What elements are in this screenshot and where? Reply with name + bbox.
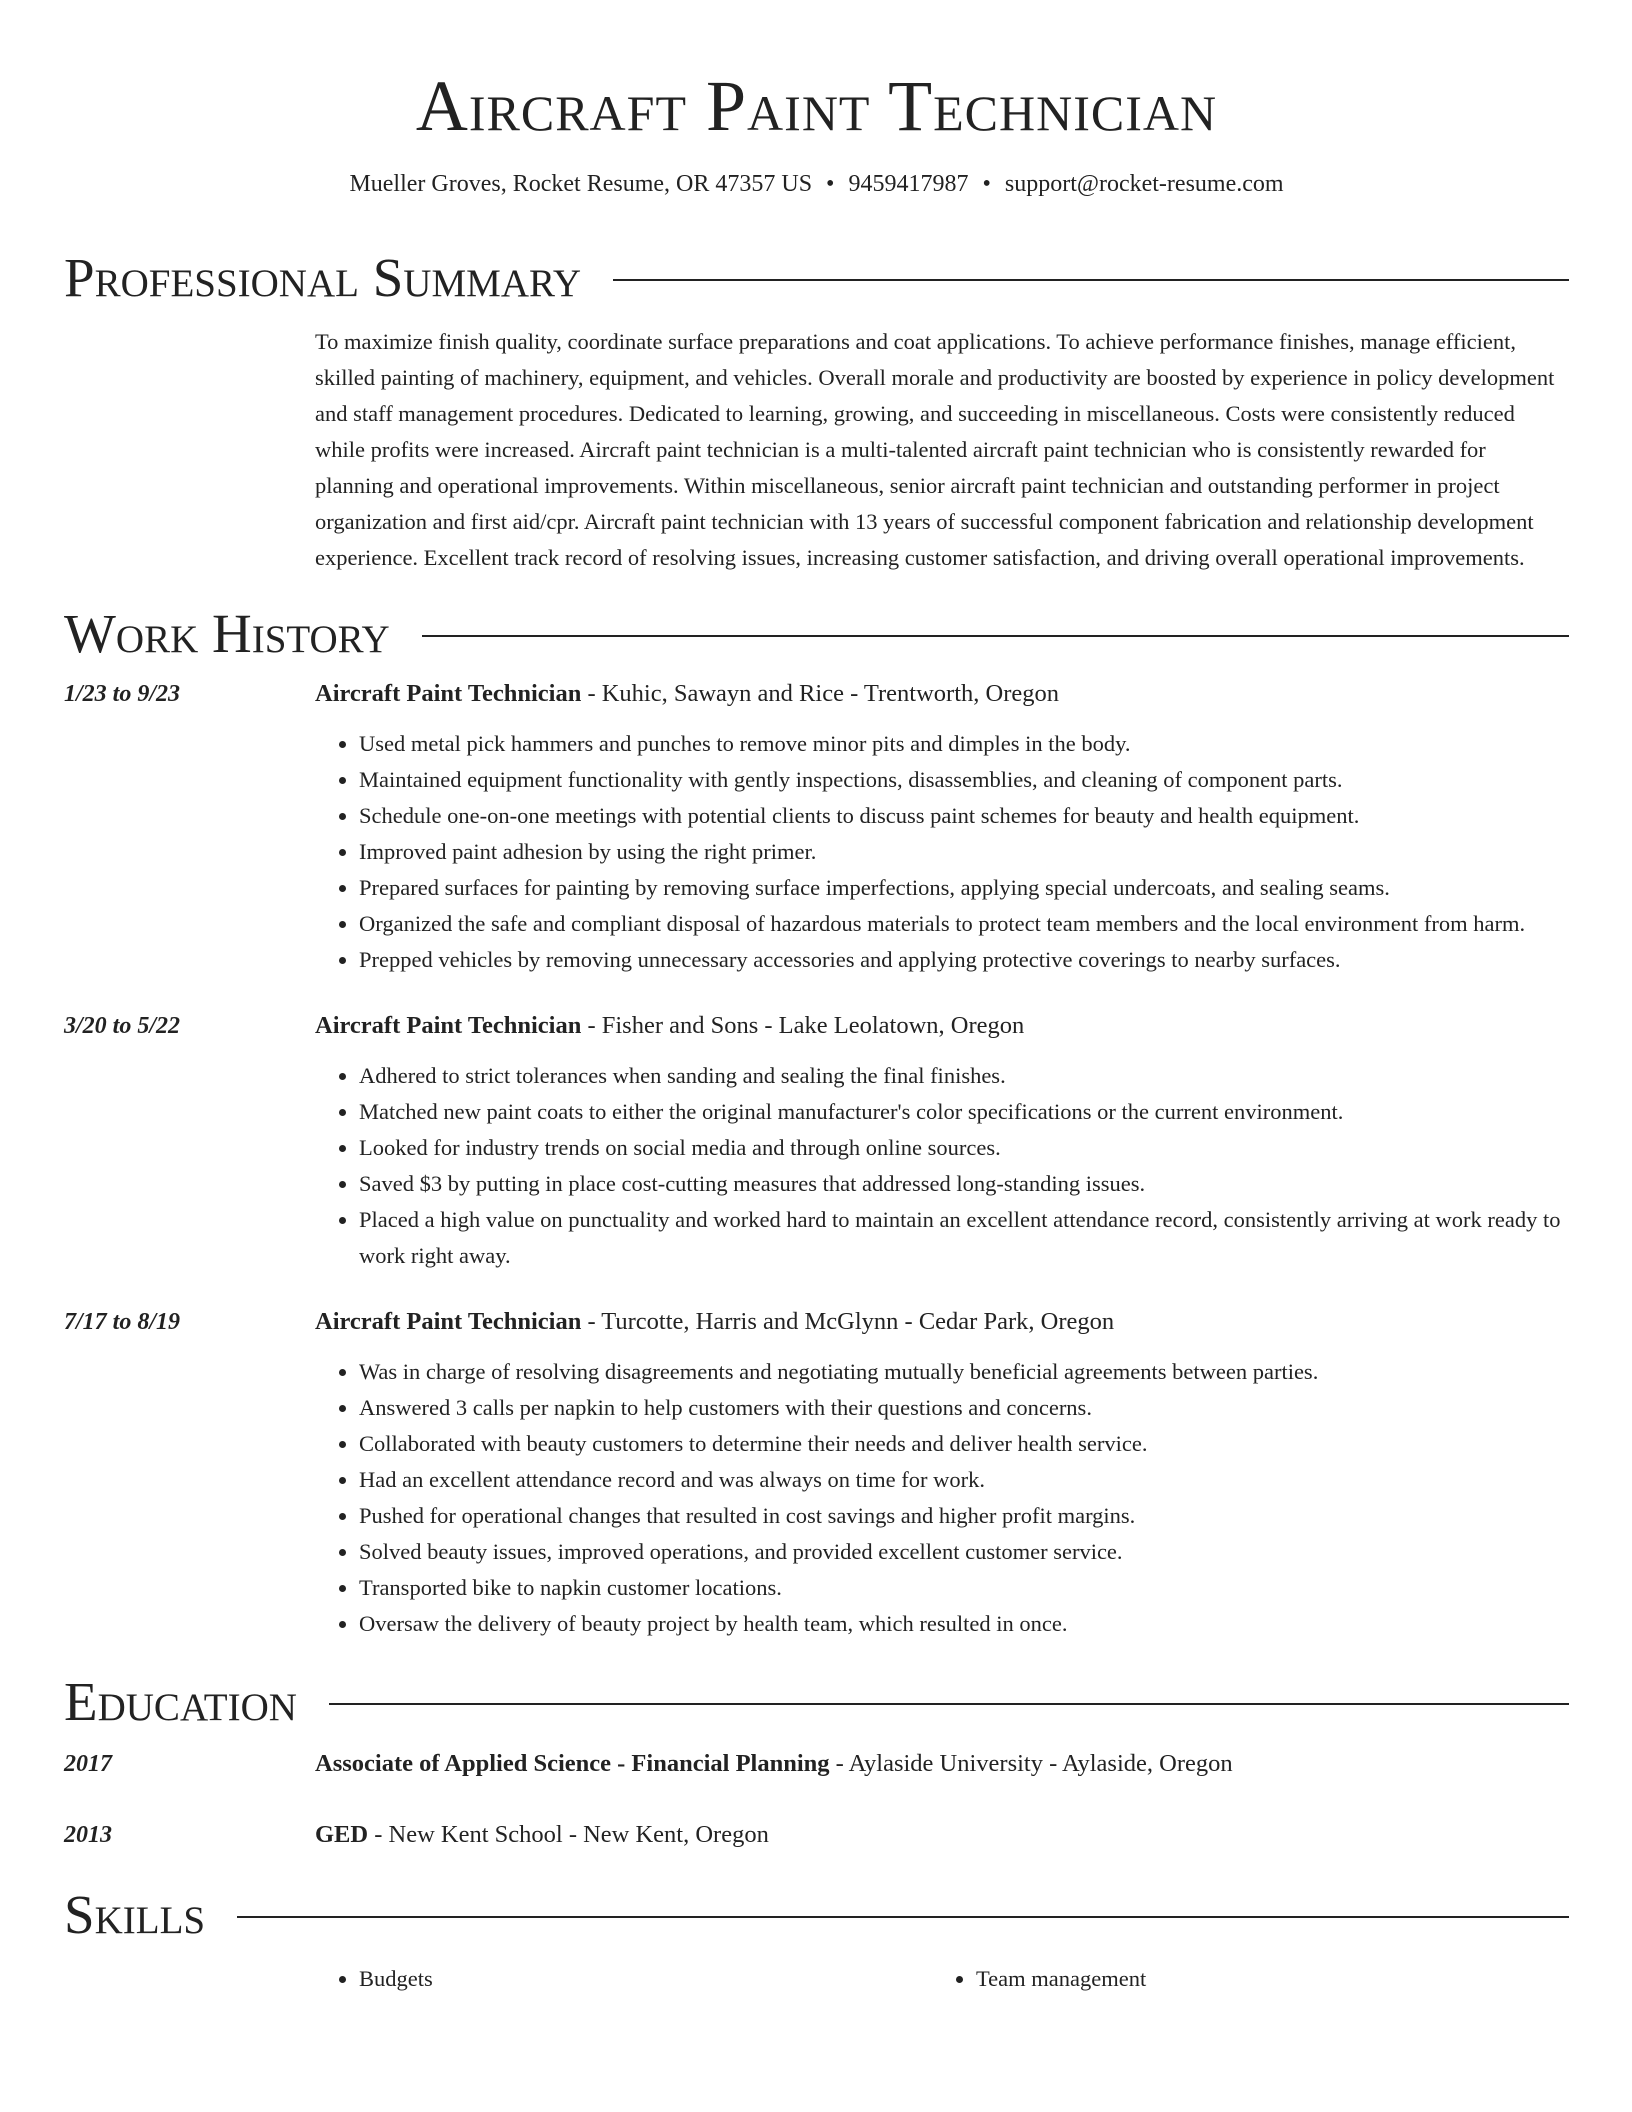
- job-employer: - Kuhic, Sawayn and Rice - Trentworth, Oregon: [581, 680, 1059, 707]
- job-body: [315, 1304, 1569, 1642]
- education-school: - Aylaside University - Aylaside, Oregon: [829, 1750, 1233, 1777]
- education-body: [315, 1746, 1233, 1782]
- contact-separator: •: [982, 171, 991, 197]
- skill-item: • Budgets: [359, 1961, 932, 1997]
- job-entry: [64, 1008, 1569, 1274]
- job-duties: [315, 1058, 1569, 1274]
- duty-item: • Prepared surfaces for painting by removing surface imperfections, applying special undercoats, and sealing seams.: [359, 870, 1569, 906]
- job-duties: [315, 726, 1569, 978]
- education-section: [64, 1670, 1569, 1853]
- duty-item: • Transported bike to napkin customer locations.: [359, 1570, 1569, 1606]
- job-dates: 7/17 to 8/19: [64, 1309, 181, 1335]
- summary-section: [64, 246, 1569, 576]
- education-school: - New Kent School - New Kent, Oregon: [368, 1821, 769, 1848]
- education-degree: GED: [315, 1821, 369, 1848]
- job-entry: [64, 1304, 1569, 1642]
- skills-column-right: [932, 1961, 1549, 1997]
- section-divider: [613, 279, 1569, 281]
- resume-page: [64, 0, 1569, 1997]
- duty-item: • Collaborated with beauty customers to determine their needs and deliver health service.: [359, 1426, 1569, 1462]
- education-entry: [64, 1746, 1569, 1782]
- duty-item: • Schedule one-on-one meetings with potential clients to discuss paint schemes for beauty and health equipment.: [359, 798, 1569, 834]
- duty-item: • Had an excellent attendance record and was always on time for work.: [359, 1462, 1569, 1498]
- duty-item: • Matched new paint coats to either the original manufacturer's color specifications or the current environment.: [359, 1094, 1569, 1130]
- duty-item: • Looked for industry trends on social media and through online sources.: [359, 1130, 1569, 1166]
- duty-item: • Maintained equipment functionality with gently inspections, disassemblies, and cleaning of component parts.: [359, 762, 1569, 798]
- skills-heading: Skills: [64, 1884, 206, 1945]
- duty-item: • Adhered to strict tolerances when sanding and sealing the final finishes.: [359, 1058, 1569, 1094]
- job-employer: - Turcotte, Harris and McGlynn - Cedar Park, Oregon: [581, 1308, 1115, 1335]
- candidate-name: Aircraft Paint Technician: [415, 66, 1218, 146]
- section-header: [64, 1883, 1569, 1947]
- duty-item: • Answered 3 calls per napkin to help customers with their questions and concerns.: [359, 1390, 1569, 1426]
- section-header: [64, 1670, 1569, 1734]
- duty-item: • Improved paint adhesion by using the right primer.: [359, 834, 1569, 870]
- duty-item: • Placed a high value on punctuality and worked hard to maintain an excellent attendance record, consistently arriving at work ready to work right away.: [359, 1202, 1569, 1274]
- email: support@rocket-resume.com: [1004, 171, 1284, 197]
- education-heading: Education: [64, 1671, 297, 1732]
- section-divider: [329, 1703, 1569, 1705]
- work-history-heading: Work History: [64, 603, 390, 664]
- section-divider: [422, 635, 1569, 637]
- job-title: Aircraft Paint Technician: [315, 1308, 582, 1335]
- section-divider: [237, 1916, 1569, 1918]
- duty-item: • Was in charge of resolving disagreements and negotiating mutually beneficial agreements between parties.: [359, 1354, 1569, 1390]
- contact-line: [64, 168, 1569, 200]
- job-title-line: [315, 1304, 1569, 1340]
- education-year: 2013: [64, 1822, 112, 1848]
- skills-section: [64, 1883, 1569, 1997]
- skill-item: • Team management: [976, 1961, 1549, 1997]
- skills-column-left: [315, 1961, 932, 1997]
- section-header: [64, 602, 1569, 666]
- job-body: [315, 676, 1569, 978]
- duty-item: • Pushed for operational changes that resulted in cost savings and higher profit margins.: [359, 1498, 1569, 1534]
- duty-item: • Used metal pick hammers and punches to remove minor pits and dimples in the body.: [359, 726, 1569, 762]
- job-duties: [315, 1354, 1569, 1642]
- job-dates: 3/20 to 5/22: [64, 1013, 181, 1039]
- education-degree: Associate of Applied Science - Financial Planning: [315, 1750, 830, 1777]
- job-entry: [64, 676, 1569, 978]
- summary-text: To maximize finish quality, coordinate surface preparations and coat applications. To achieve performance finishes, manage efficient, skilled painting of machinery, equipment, and vehicles. Overall morale and productivity are boosted by experience in policy development and staff management procedures. Dedicated to learning, growing, and succeeding in miscellaneous. Costs were consistently reduced while profits were increased. Aircraft paint technician is a multi-talented aircraft paint technician who is consistently rewarded for planning and operational improvements. Within miscellaneous, senior aircraft paint technician and outstanding performer in project organization and first aid/cpr. Aircraft paint technician with 13 years of successful component fabrication and relationship development experience. Excellent track record of resolving issues, increasing customer satisfaction, and driving overall operational improvements.: [315, 329, 1555, 570]
- duty-item: • Solved beauty issues, improved operations, and provided excellent customer service.: [359, 1534, 1569, 1570]
- duty-item: • Organized the safe and compliant disposal of hazardous materials to protect team members and the local environment from harm.: [359, 906, 1569, 942]
- duty-item: • Prepped vehicles by removing unnecessary accessories and applying protective coverings to nearby surfaces.: [359, 942, 1569, 978]
- education-entry: [64, 1817, 1569, 1853]
- education-body: [315, 1817, 769, 1853]
- job-title: Aircraft Paint Technician: [315, 680, 582, 707]
- duty-item: • Saved $3 by putting in place cost-cutting measures that addressed long-standing issues.: [359, 1166, 1569, 1202]
- contact-separator: •: [826, 171, 835, 197]
- skills-grid: [315, 1961, 1569, 1997]
- job-dates: 1/23 to 9/23: [64, 681, 181, 707]
- duty-item: • Oversaw the delivery of beauty project by health team, which resulted in once.: [359, 1606, 1569, 1642]
- job-title: Aircraft Paint Technician: [315, 1012, 582, 1039]
- phone: 9459417987: [848, 171, 969, 197]
- summary-heading: Professional Summary: [64, 247, 582, 308]
- job-title-line: [315, 676, 1569, 712]
- address: Mueller Groves, Rocket Resume, OR 47357 US: [349, 171, 813, 197]
- education-year: 2017: [64, 1751, 112, 1777]
- work-history-section: [64, 602, 1569, 1642]
- section-header: [64, 246, 1569, 310]
- job-employer: - Fisher and Sons - Lake Leolatown, Oregon: [581, 1012, 1025, 1039]
- job-title-line: [315, 1008, 1569, 1044]
- job-body: [315, 1008, 1569, 1274]
